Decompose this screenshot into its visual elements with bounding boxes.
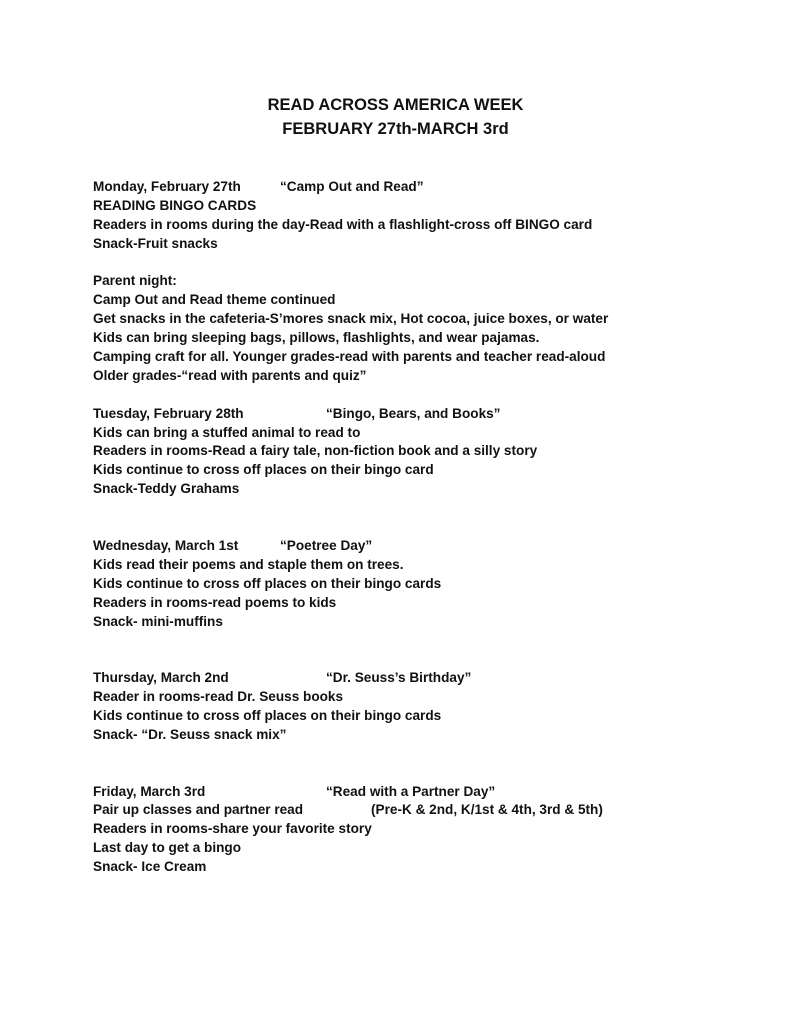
friday-theme: “Read with a Partner Day”: [326, 783, 496, 799]
thursday-section: [93, 669, 773, 745]
parent-night-line: Camping craft for all. Younger grades-read with parents and teacher read-aloud: [93, 349, 606, 365]
monday-line: Snack-Fruit snacks: [93, 235, 218, 251]
thursday-line: Snack- “Dr. Seuss snack mix”: [93, 726, 287, 742]
wednesday-day: Wednesday, March 1st: [93, 537, 239, 553]
monday-line: Readers in rooms during the day-Read with a flashlight-cross off BINGO card: [93, 216, 593, 232]
wednesday-section: [93, 537, 773, 631]
monday-heading: [93, 178, 773, 197]
tuesday-line: Kids continue to cross off places on their bingo card: [93, 462, 434, 478]
wednesday-line: Kids continue to cross off places on their bingo cards: [93, 575, 442, 591]
friday-day: Friday, March 3rd: [93, 783, 206, 799]
monday-line: READING BINGO CARDS: [93, 197, 257, 213]
tuesday-day: Tuesday, February 28th: [93, 405, 244, 421]
friday-pair-line: [93, 801, 773, 820]
wednesday-heading: [93, 537, 773, 556]
friday-line: Last day to get a bingo: [93, 840, 242, 856]
title-line-2: FEBRUARY 27th-MARCH 3rd: [282, 120, 509, 138]
tuesday-theme: “Bingo, Bears, and Books”: [326, 405, 501, 421]
wednesday-theme: “Poetree Day”: [280, 537, 373, 553]
wednesday-line: Kids read their poems and staple them on trees.: [93, 556, 404, 572]
thursday-day: Thursday, March 2nd: [93, 670, 229, 686]
friday-pair-text: Pair up classes and partner read: [93, 802, 304, 818]
thursday-heading: [93, 669, 773, 688]
friday-pair-groups: (Pre-K & 2nd, K/1st & 4th, 3rd & 5th): [371, 802, 603, 818]
thursday-theme: “Dr. Seuss’s Birthday”: [326, 670, 472, 686]
schedule-content: [93, 178, 773, 877]
parent-night-section: [93, 272, 773, 385]
tuesday-line: Kids can bring a stuffed animal to read to: [93, 424, 361, 440]
tuesday-line: Snack-Teddy Grahams: [93, 481, 240, 497]
parent-night-line: Kids can bring sleeping bags, pillows, flashlights, and wear pajamas.: [93, 330, 540, 346]
monday-section: [93, 178, 773, 254]
tuesday-line: Readers in rooms-Read a fairy tale, non-fiction book and a silly story: [93, 443, 538, 459]
monday-day: Monday, February 27th: [93, 179, 241, 194]
parent-night-line: Older grades-“read with parents and quiz”: [93, 367, 367, 383]
tuesday-section: [93, 405, 773, 499]
friday-section: [93, 783, 773, 877]
thursday-line: Reader in rooms-read Dr. Seuss books: [93, 689, 344, 705]
parent-night-line: Parent night:: [93, 273, 177, 289]
parent-night-line: Get snacks in the cafeteria-S’mores snack mix, Hot cocoa, juice boxes, or water: [93, 311, 609, 327]
friday-line: Readers in rooms-share your favorite story: [93, 821, 372, 837]
thursday-line: Kids continue to cross off places on their bingo cards: [93, 707, 442, 723]
title-line-1: READ ACROSS AMERICA WEEK: [267, 96, 524, 114]
friday-line: Snack- Ice Cream: [93, 859, 207, 875]
wednesday-line: Snack- mini-muffins: [93, 613, 223, 629]
monday-theme: “Camp Out and Read”: [280, 179, 424, 194]
document-title: [0, 93, 791, 141]
parent-night-line: Camp Out and Read theme continued: [93, 292, 336, 308]
friday-heading: [93, 783, 773, 802]
wednesday-line: Readers in rooms-read poems to kids: [93, 594, 337, 610]
tuesday-heading: [93, 405, 773, 424]
